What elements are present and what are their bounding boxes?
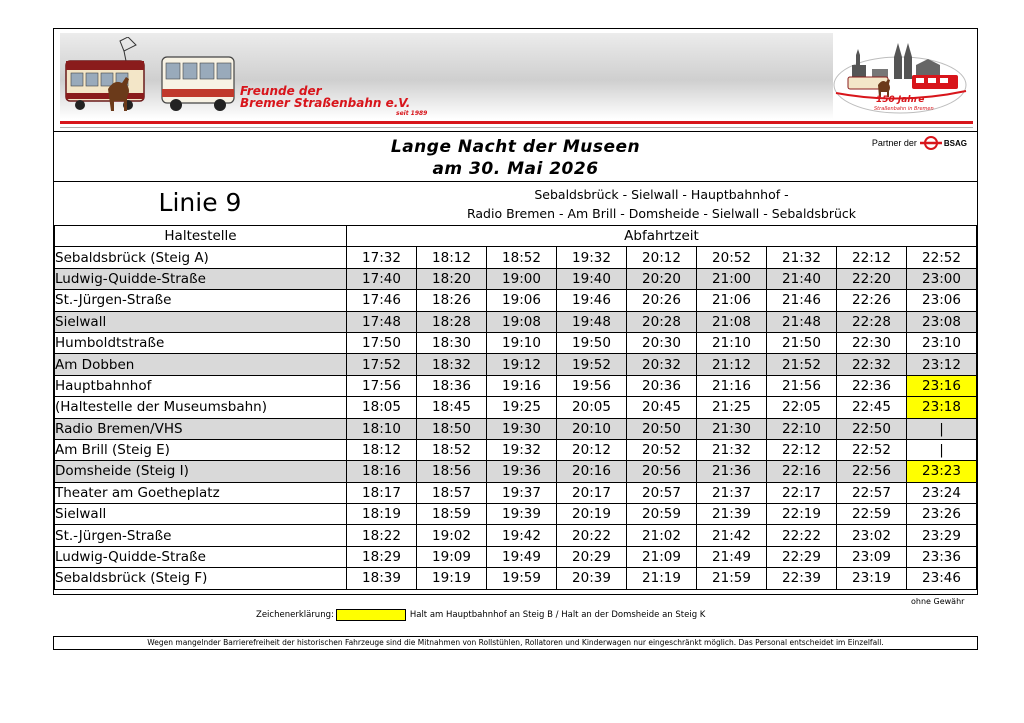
- table-row: [55, 439, 977, 460]
- departure-time: 20:32: [627, 354, 697, 375]
- departure-time: 20:16: [557, 461, 627, 482]
- departure-time: 20:29: [557, 546, 627, 567]
- departure-time: 19:32: [557, 247, 627, 268]
- legend-highlight-swatch: [336, 609, 406, 621]
- departure-time: 18:12: [417, 247, 487, 268]
- table-row: [55, 375, 977, 396]
- departure-time: |: [907, 418, 977, 439]
- stop-name: Sielwall: [55, 311, 347, 332]
- stop-name: Domsheide (Steig I): [55, 461, 347, 482]
- departure-time: 22:36: [837, 375, 907, 396]
- departure-time: 18:17: [347, 482, 417, 503]
- departure-time: 20:26: [627, 290, 697, 311]
- departure-time: 19:59: [487, 568, 557, 589]
- departure-time: 19:42: [487, 525, 557, 546]
- departure-time: 21:52: [767, 354, 837, 375]
- departure-time: 21:37: [697, 482, 767, 503]
- departure-time: 23:06: [907, 290, 977, 311]
- departure-time: 22:52: [907, 247, 977, 268]
- departure-time: 19:12: [487, 354, 557, 375]
- event-title-area: [54, 131, 977, 181]
- stop-name: Theater am Goetheplatz: [55, 482, 347, 503]
- table-row: [55, 332, 977, 353]
- departure-time: 22:20: [837, 268, 907, 289]
- stop-name: Humboldtstraße: [55, 332, 347, 353]
- departure-time: 21:50: [767, 332, 837, 353]
- departure-time: 18:50: [417, 418, 487, 439]
- departure-time: 18:05: [347, 397, 417, 418]
- departure-time: 19:00: [487, 268, 557, 289]
- table-row: [55, 247, 977, 268]
- departure-time: 20:19: [557, 504, 627, 525]
- route-line2: Radio Bremen - Am Brill - Domsheide - Sielwall - Sebaldsbrück: [466, 206, 856, 221]
- header-departure-times: Abfahrtzeit: [347, 226, 977, 247]
- departure-time: 19:39: [487, 504, 557, 525]
- departure-time: 18:56: [417, 461, 487, 482]
- stop-name: Sielwall: [55, 504, 347, 525]
- table-row: [55, 482, 977, 503]
- departure-time: 19:46: [557, 290, 627, 311]
- departure-time: 20:39: [557, 568, 627, 589]
- historic-vehicles-illustration: [62, 37, 238, 117]
- departure-time: 18:29: [347, 546, 417, 567]
- event-title: [54, 136, 977, 180]
- club-name-line1: Freunde der: [240, 84, 322, 98]
- table-row: [55, 461, 977, 482]
- departure-time: 18:22: [347, 525, 417, 546]
- departure-time: 19:37: [487, 482, 557, 503]
- stop-name: Radio Bremen/VHS: [55, 418, 347, 439]
- table-row: [55, 504, 977, 525]
- departure-time: 18:26: [417, 290, 487, 311]
- partner-badge: [872, 136, 967, 150]
- departure-time: 21:32: [697, 439, 767, 460]
- departure-time: 19:52: [557, 354, 627, 375]
- table-row: [55, 568, 977, 589]
- departure-time: 18:36: [417, 375, 487, 396]
- departure-time: 17:50: [347, 332, 417, 353]
- departure-time: 22:22: [767, 525, 837, 546]
- header-banner: [54, 29, 977, 131]
- departure-time: 20:10: [557, 418, 627, 439]
- departure-time: 22:05: [767, 397, 837, 418]
- departure-time: 21:36: [697, 461, 767, 482]
- departure-time: 23:16: [907, 375, 977, 396]
- departure-time: 18:45: [417, 397, 487, 418]
- departure-time: 18:57: [417, 482, 487, 503]
- departure-time: 18:12: [347, 439, 417, 460]
- timetable-body: [55, 247, 977, 589]
- header-red-divider: [60, 121, 973, 124]
- departure-time: 19:30: [487, 418, 557, 439]
- departure-time: 21:56: [767, 375, 837, 396]
- departure-time: 19:10: [487, 332, 557, 353]
- departure-time: 23:10: [907, 332, 977, 353]
- club-name-line2: Bremer Straßenbahn e.V.: [240, 96, 411, 110]
- departure-time: 19:16: [487, 375, 557, 396]
- departure-time: 20:12: [557, 439, 627, 460]
- departure-time: 22:32: [837, 354, 907, 375]
- departure-time: 22:12: [767, 439, 837, 460]
- departure-time: 22:52: [837, 439, 907, 460]
- departure-time: 23:26: [907, 504, 977, 525]
- departure-time: 18:10: [347, 418, 417, 439]
- table-row: [55, 525, 977, 546]
- departure-time: 22:12: [837, 247, 907, 268]
- disclaimer: ohne Gewähr: [911, 597, 965, 606]
- departure-time: 22:28: [837, 311, 907, 332]
- departure-time: 20:52: [697, 247, 767, 268]
- departure-time: 18:28: [417, 311, 487, 332]
- legend: [256, 609, 705, 621]
- departure-time: 22:17: [767, 482, 837, 503]
- table-row: [55, 418, 977, 439]
- departure-time: 19:08: [487, 311, 557, 332]
- departure-time: 21:10: [697, 332, 767, 353]
- timetable-sheet: [53, 28, 978, 595]
- departure-time: 20:36: [627, 375, 697, 396]
- legend-label: Zeichenerklärung:: [256, 610, 334, 620]
- departure-time: 20:59: [627, 504, 697, 525]
- departure-time: 18:39: [347, 568, 417, 589]
- departure-time: 18:20: [417, 268, 487, 289]
- route-description: [346, 185, 977, 223]
- table-row: [55, 397, 977, 418]
- departure-time: 20:45: [627, 397, 697, 418]
- event-title-line2: am 30. Mai 2026: [432, 159, 599, 179]
- departure-time: 20:05: [557, 397, 627, 418]
- departure-time: 23:23: [907, 461, 977, 482]
- departure-time: 23:02: [837, 525, 907, 546]
- departure-time: 20:17: [557, 482, 627, 503]
- line-info: [54, 181, 977, 225]
- departure-time: 21:40: [767, 268, 837, 289]
- partner-brand: BSAG: [943, 138, 967, 148]
- stop-name: Sebaldsbrück (Steig A): [55, 247, 347, 268]
- departure-time: 17:56: [347, 375, 417, 396]
- stop-name: St.-Jürgen-Straße: [55, 290, 347, 311]
- departure-time: 22:56: [837, 461, 907, 482]
- departure-time: 19:48: [557, 311, 627, 332]
- departure-time: 22:39: [767, 568, 837, 589]
- departure-time: 18:19: [347, 504, 417, 525]
- departure-time: 21:30: [697, 418, 767, 439]
- stop-name: Am Dobben: [55, 354, 347, 375]
- event-title-line1: Lange Nacht der Museen: [390, 137, 641, 157]
- departure-time: 21:46: [767, 290, 837, 311]
- route-line1: Sebaldsbrück - Sielwall - Hauptbahnhof -: [534, 187, 789, 202]
- departure-time: 20:50: [627, 418, 697, 439]
- departure-time: 21:25: [697, 397, 767, 418]
- departure-time: 19:40: [557, 268, 627, 289]
- departure-time: 22:30: [837, 332, 907, 353]
- departure-time: 22:26: [837, 290, 907, 311]
- departure-time: 17:48: [347, 311, 417, 332]
- stop-name: Am Brill (Steig E): [55, 439, 347, 460]
- departure-time: 19:02: [417, 525, 487, 546]
- departure-time: 21:49: [697, 546, 767, 567]
- departure-time: 20:12: [627, 247, 697, 268]
- legend-text: Halt am Hauptbahnhof an Steig B / Halt an der Domsheide an Steig K: [409, 610, 706, 620]
- header-stop: Haltestelle: [55, 226, 347, 247]
- departure-time: 19:56: [557, 375, 627, 396]
- departure-time: 21:12: [697, 354, 767, 375]
- departure-time: 22:19: [767, 504, 837, 525]
- departure-time: 18:59: [417, 504, 487, 525]
- departure-time: 22:10: [767, 418, 837, 439]
- departure-time: 21:48: [767, 311, 837, 332]
- departure-time: 23:29: [907, 525, 977, 546]
- departure-time: 23:36: [907, 546, 977, 567]
- stop-name: Hauptbahnhof: [55, 375, 347, 396]
- table-row: [55, 290, 977, 311]
- departure-time: 23:09: [837, 546, 907, 567]
- departure-time: 19:32: [487, 439, 557, 460]
- departure-time: 20:30: [627, 332, 697, 353]
- departure-time: 18:16: [347, 461, 417, 482]
- departure-time: 19:36: [487, 461, 557, 482]
- departure-time: 21:16: [697, 375, 767, 396]
- departure-time: 21:39: [697, 504, 767, 525]
- departure-time: 20:20: [627, 268, 697, 289]
- departure-time: 22:57: [837, 482, 907, 503]
- stop-name: Sebaldsbrück (Steig F): [55, 568, 347, 589]
- header-gray-divider: [60, 127, 973, 128]
- departure-time: 19:50: [557, 332, 627, 353]
- departure-time: 21:42: [697, 525, 767, 546]
- departure-time: 17:40: [347, 268, 417, 289]
- departure-time: 23:24: [907, 482, 977, 503]
- departure-time: 21:32: [767, 247, 837, 268]
- departure-time: 23:12: [907, 354, 977, 375]
- departure-time: 19:25: [487, 397, 557, 418]
- departure-time: 20:52: [627, 439, 697, 460]
- departure-time: 22:45: [837, 397, 907, 418]
- departure-time: 19:19: [417, 568, 487, 589]
- anniversary-logo-subtitle: Straßenbahn in Bremen: [874, 106, 934, 112]
- departure-time: 21:00: [697, 268, 767, 289]
- departure-time: 22:50: [837, 418, 907, 439]
- departure-time: 23:18: [907, 397, 977, 418]
- table-header-row: [55, 226, 977, 247]
- accessibility-note: Wegen mangelnder Barrierefreiheit der historischen Fahrzeuge sind die Mitnahmen von Rollstühlen, Rollatoren und Kinderwagen nur eingeschränkt möglich. Das Personal entscheidet im Einzelfall.: [53, 636, 978, 650]
- stop-name: Ludwig-Quidde-Straße: [55, 546, 347, 567]
- departure-time: 17:32: [347, 247, 417, 268]
- departure-time: 18:32: [417, 354, 487, 375]
- table-row: [55, 268, 977, 289]
- departure-time: 23:00: [907, 268, 977, 289]
- departure-time: 21:09: [627, 546, 697, 567]
- table-row: [55, 354, 977, 375]
- departure-time: 22:16: [767, 461, 837, 482]
- bsag-logo-icon: [920, 136, 942, 150]
- departure-time: 18:52: [417, 439, 487, 460]
- departure-time: 18:52: [487, 247, 557, 268]
- departure-time: 17:52: [347, 354, 417, 375]
- departure-time: 17:46: [347, 290, 417, 311]
- anniversary-logo-title: 150 Jahre: [876, 95, 925, 105]
- departure-time: 19:06: [487, 290, 557, 311]
- departure-time: 20:56: [627, 461, 697, 482]
- table-row: [55, 546, 977, 567]
- departure-time: 23:19: [837, 568, 907, 589]
- departure-time: 19:49: [487, 546, 557, 567]
- departure-time: 21:19: [627, 568, 697, 589]
- departure-time: 22:59: [837, 504, 907, 525]
- club-since: seit 1989: [396, 110, 428, 117]
- stop-name: Ludwig-Quidde-Straße: [55, 268, 347, 289]
- departure-time: 20:57: [627, 482, 697, 503]
- departure-time: 22:29: [767, 546, 837, 567]
- departure-time: 23:08: [907, 311, 977, 332]
- stop-name: St.-Jürgen-Straße: [55, 525, 347, 546]
- stop-name: (Haltestelle der Museumsbahn): [55, 397, 347, 418]
- line-number: Linie 9: [158, 188, 242, 217]
- departure-time: |: [907, 439, 977, 460]
- departure-time: 18:30: [417, 332, 487, 353]
- departure-time: 21:06: [697, 290, 767, 311]
- departure-time: 21:59: [697, 568, 767, 589]
- table-row: [55, 311, 977, 332]
- departure-time: 20:22: [557, 525, 627, 546]
- club-name: [240, 85, 410, 109]
- departure-time: 23:46: [907, 568, 977, 589]
- partner-label: Partner der: [871, 138, 917, 148]
- departure-time: 21:08: [697, 311, 767, 332]
- departure-time: 20:28: [627, 311, 697, 332]
- departure-timetable: [54, 225, 977, 590]
- departure-time: 19:09: [417, 546, 487, 567]
- departure-time: 21:02: [627, 525, 697, 546]
